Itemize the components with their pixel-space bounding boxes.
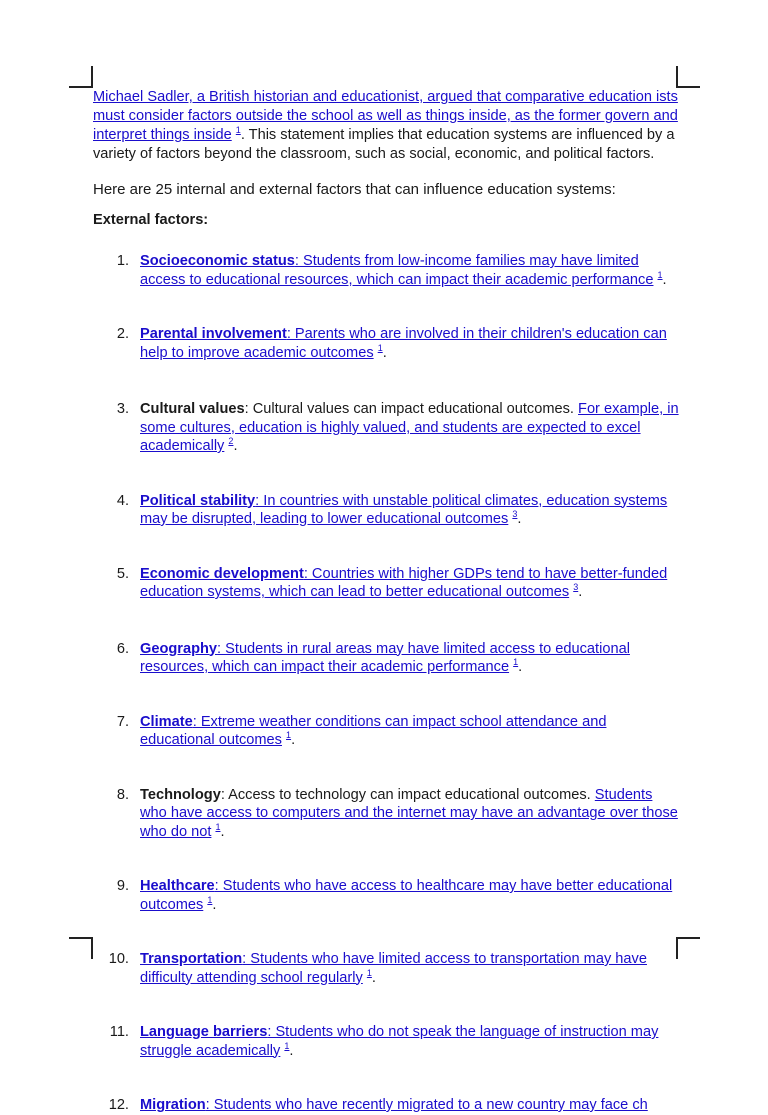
list-item-link[interactable]: : Parents who are involved in their children's education can help to improve academic outcomes [140,326,667,361]
list-item [93,325,680,362]
list-item-link[interactable]: : Countries with higher GDPs tend to have better-funded education systems, which can lead to better educational outcomes [140,565,668,600]
lead-paragraph: Here are 25 internal and external factors that can influence education systems: [93,181,616,198]
list-item-link[interactable]: : Students in rural areas may have limited access to educational resources, which can impact their academic performance [140,640,630,675]
list-item [93,1023,680,1060]
list-item-term[interactable]: Climate [140,713,193,730]
list-item-end: . [517,511,522,527]
list-item-link[interactable]: : Students who have access to healthcare may have better educational outcomes [140,878,673,913]
list-item-link[interactable]: For example, in some cultures, education is highly valued, and students are expected to excel academically [140,401,679,454]
list-item-number: 11. [109,1024,129,1040]
list-item [93,1096,680,1115]
list-item-citation[interactable]: 2 [228,436,234,447]
list-item-end: . [220,823,225,840]
list-item [93,786,680,842]
list-item-text: : Access to technology can impact educational outcomes. [220,786,595,803]
crop-mark-top-left [69,86,93,88]
list-item-number: 7. [116,713,129,730]
list-item-term: Technology [140,786,221,803]
list-item-link[interactable]: : Students who have limited access to transportation may have difficulty attending school regularly [140,951,647,986]
list-item-citation[interactable]: 1 [207,894,213,905]
list-item-link[interactable]: : Students from low-income families may have limited access to educational resources, which can impact their academic performance [140,253,654,288]
list-item-number: 2. [116,326,129,342]
list-item-term[interactable]: Transportation [140,951,243,967]
list-item-number: 5. [116,565,129,582]
list-item-end: . [382,344,387,361]
list-item-citation[interactable]: 3 [512,509,518,520]
list-item-number: 8. [116,786,129,803]
list-item [93,877,680,914]
list-item-text: : Cultural values can impact educational outcomes. [244,401,579,417]
list-item [93,565,680,602]
list-item-term[interactable]: Language barriers [140,1024,268,1040]
crop-mark-bottom-left [69,937,93,939]
list-item-term[interactable]: Healthcare [140,878,215,894]
list-item [93,950,680,987]
list-item-end: . [233,438,238,454]
list-item-end: . [578,584,583,600]
crop-mark-top-left [91,66,93,88]
list-item-end: . [289,1042,294,1059]
list-item-number: 4. [116,492,129,509]
list-item-term[interactable]: Migration [140,1097,206,1113]
list-item-number: 1. [116,253,129,269]
list-item-citation[interactable]: 1 [284,1040,290,1051]
list-item-number: 10. [108,951,129,967]
list-item-number: 6. [116,640,129,657]
list-item-citation[interactable]: 1 [215,821,221,832]
section-heading: External factors: [93,212,209,228]
list-item-number: 9. [116,878,129,894]
list-item-term[interactable]: Geography [140,640,218,657]
list-item-link[interactable]: : Students who do not speak the language of instruction may struggle academically [140,1024,659,1059]
list-item-end: . [662,271,667,288]
list-item-link[interactable]: : In countries with unstable political climates, education systems may be disrupted, leading to lower educational outcomes [140,492,668,527]
list-item-citation[interactable]: 1 [657,269,663,280]
list-item-link[interactable]: Students who have access to computers and the internet may have an advantage over those who do not [140,786,678,840]
list-item-number: 3. [116,401,129,417]
factor-list [93,252,680,1115]
intro-rest: . This statement implies that education systems are influenced by a variety of factors beyond the classroom, such as social, economic, and political factors. [93,127,675,162]
intro-link[interactable]: Michael Sadler, a British historian and educationist, argued that comparative education ists must consider factors outside the school as well as things inside, as the former govern and interpret things inside [93,89,678,143]
list-item [93,640,680,677]
list-item-citation[interactable]: 3 [573,582,579,593]
list-item [93,400,680,456]
list-item-citation[interactable]: 1 [286,730,292,741]
list-item-term[interactable]: Political stability [140,492,256,509]
list-item-term[interactable]: Socioeconomic status [140,253,295,269]
list-item-citation[interactable]: 1 [377,342,383,353]
list-item-link[interactable]: : Students who have recently migrated to a new country may face ch [205,1097,648,1113]
list-item-citation[interactable]: 1 [366,967,372,978]
list-item-term[interactable]: Economic development [140,565,304,582]
list-item-term[interactable]: Parental involvement [140,326,287,342]
list-item-end: . [212,896,217,913]
list-item-end: . [518,659,523,675]
list-item [93,252,680,289]
list-item-citation[interactable]: 1 [513,657,519,668]
list-item-number: 12. [108,1097,129,1113]
list-item [93,492,680,529]
intro-citation[interactable]: 1 [235,125,241,136]
list-item-link[interactable]: : Extreme weather conditions can impact school attendance and educational outcomes [140,713,607,748]
list-item-end: . [291,732,296,748]
page-body [93,88,680,230]
list-item-end: . [371,969,376,986]
list-item-term: Cultural values [140,401,245,417]
crop-mark-top-right [676,66,678,88]
intro-paragraph [93,88,680,164]
list-item [93,713,680,750]
